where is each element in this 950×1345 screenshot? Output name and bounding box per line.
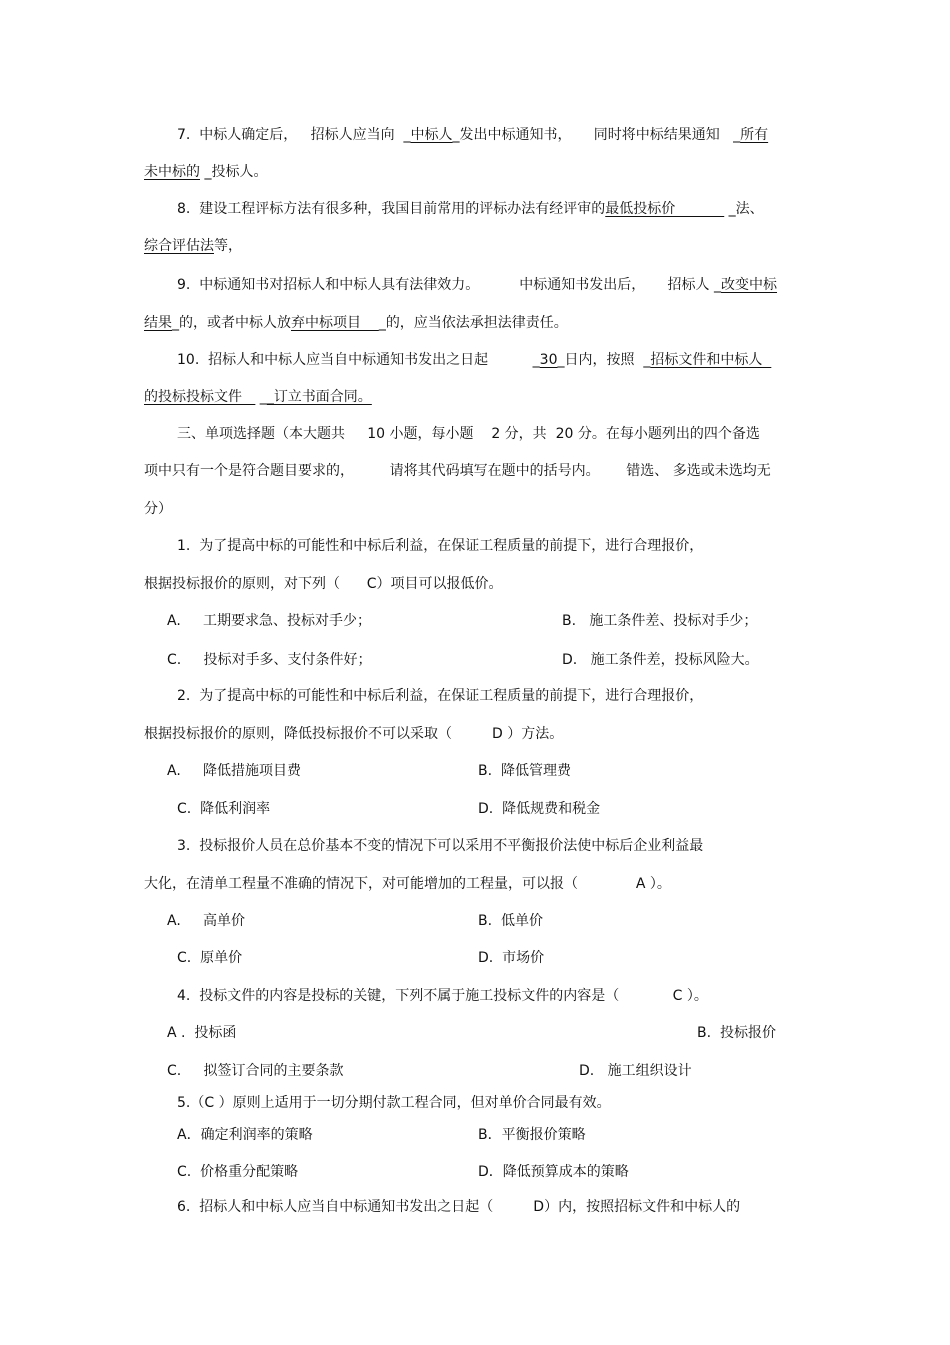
section3-heading-line2: 项中只有一个是符合题目要求的， 请将其代码填写在题中的括号内。 错选、 多选或未选均无 (144, 463, 771, 479)
q1-stem-line2: 根据投标报价的原则，对下列（ C）项目可以报低价。 (144, 576, 503, 592)
q2-option-b: B. 降低管理费 (478, 763, 571, 779)
q7-text: _发出中标通知书， 同时将中标结果通知 _ (452, 127, 741, 143)
q3-stem-line1: 3. 投标报价人员在总价基本不变的情况下可以采用不平衡报价法使中标后企业利益最 (177, 838, 704, 854)
q5-option-a: A．确定利润率的策略 (177, 1127, 313, 1143)
q5-option-d: D．降低预算成本的策略 (478, 1164, 629, 1180)
q7-answer-2: 所有 (740, 127, 769, 143)
q8-text: 8. 建设工程评标方法有很多种，我国目前常用的评标办法有经评审的 (177, 201, 606, 217)
q8-line1 (177, 200, 764, 218)
section3-heading-line3: 分） (144, 501, 172, 517)
q7-line2 (144, 163, 267, 181)
q2-option-d: D. 降低规费和税金 (478, 801, 601, 817)
q7-line1 (177, 126, 768, 144)
q6-stem-line1: 6. 招标人和中标人应当自中标通知书发出之日起（ D）内，按照招标文件和中标人的 (177, 1199, 741, 1215)
q10-line1 (177, 351, 771, 369)
q10-answer-2-cont: 的投标投标文件 (144, 389, 256, 405)
q4-option-d: D. 施工组织设计 (579, 1063, 692, 1079)
q10-answer-1: 30 (539, 352, 558, 368)
q2-option-c: C. 降低利润率 (177, 801, 271, 817)
q1-stem-line1: 1. 为了提高中标的可能性和中标后利益，在保证工程质量的前提下，进行合理报价， (177, 538, 704, 554)
q10-text: _ (255, 389, 267, 405)
q2-stem-line1: 2. 为了提高中标的可能性和中标后利益，在保证工程质量的前提下，进行合理报价， (177, 688, 704, 704)
q7-text: 7. 中标人确定后， 招标人应当向 _ (177, 127, 411, 143)
q9-text: _的，或者中标人放 (172, 315, 291, 331)
q10-text-underlined: _订立书面合同。 (266, 389, 372, 405)
q10-text: 10. 招标人和中标人应当自中标通知书发出之日起 _ (177, 352, 540, 368)
q4-option-a: A . 投标函 (167, 1025, 237, 1041)
q9-line1 (177, 276, 777, 294)
q9-text: 9. 中标通知书对招标人和中标人具有法律效力。 中标通知书发出后， 招标人 _ (177, 277, 722, 293)
q4-option-c: C. 拟签订合同的主要条款 (167, 1063, 344, 1079)
q10-text: _日内，按照 _ (557, 352, 651, 368)
q1-option-c: C. 投标对手多、支付条件好； (167, 652, 372, 668)
q8-answer-1: 最低投标价 (605, 201, 725, 217)
q9-answer-2: 弃中标项目 (291, 315, 379, 331)
q8-text: 等， (214, 238, 242, 254)
q1-option-a: A. 工期要求急、投标对手少； (167, 613, 372, 629)
q3-stem-line2: 大化，在清单工程量不准确的情况下，对可能增加的工程量，可以报（ A ）。 (144, 876, 671, 892)
q3-option-d: D. 市场价 (478, 950, 545, 966)
q7-text: _投标人。 (200, 164, 268, 180)
q5-stem-line1: 5.（C ）原则上适用于一切分期付款工程合同，但对单价合同最有效。 (177, 1095, 611, 1111)
q10-line2 (144, 388, 372, 406)
q8-text: _法、 (724, 201, 764, 217)
q2-option-a: A. 降低措施项目费 (167, 763, 302, 779)
q4-stem-line1: 4. 投标文件的内容是投标的关键，下列不属于施工投标文件的内容是（ C ）。 (177, 988, 708, 1004)
q2-stem-line2: 根据投标报价的原则，降低投标报价不可以采取（ D ）方法。 (144, 726, 564, 742)
q5-option-c: C. 价格重分配策略 (177, 1164, 299, 1180)
q4-option-b: B. 投标报价 (697, 1025, 776, 1041)
q9-answer-1-cont: 结果 (144, 315, 172, 331)
q7-answer-2-cont: 未中标的 (144, 164, 200, 180)
q5-option-b: B．平衡报价策略 (478, 1127, 586, 1143)
q8-answer-2: 综合评估法 (144, 238, 214, 254)
q7-answer-1: 中标人 (410, 127, 453, 143)
q1-option-d: D. 施工条件差，投标风险大。 (562, 652, 759, 668)
q9-answer-1: 改变中标 (721, 277, 778, 293)
q3-option-b: B. 低单价 (478, 913, 543, 929)
q8-line2 (144, 237, 242, 255)
q10-answer-2: 招标文件和中标人 (650, 352, 772, 368)
q9-line2 (144, 314, 568, 332)
q9-text: _的，应当依法承担法律责任。 (378, 315, 568, 331)
q3-option-c: C. 原单价 (177, 950, 243, 966)
q1-option-b: B. 施工条件差、投标对手少； (562, 613, 758, 629)
q3-option-a: A. 高单价 (167, 913, 246, 929)
section3-heading-line1: 三、单项选择题（本大题共 10 小题，每小题 2 分，共 20 分。在每小题列出的四个备选 (177, 426, 760, 442)
